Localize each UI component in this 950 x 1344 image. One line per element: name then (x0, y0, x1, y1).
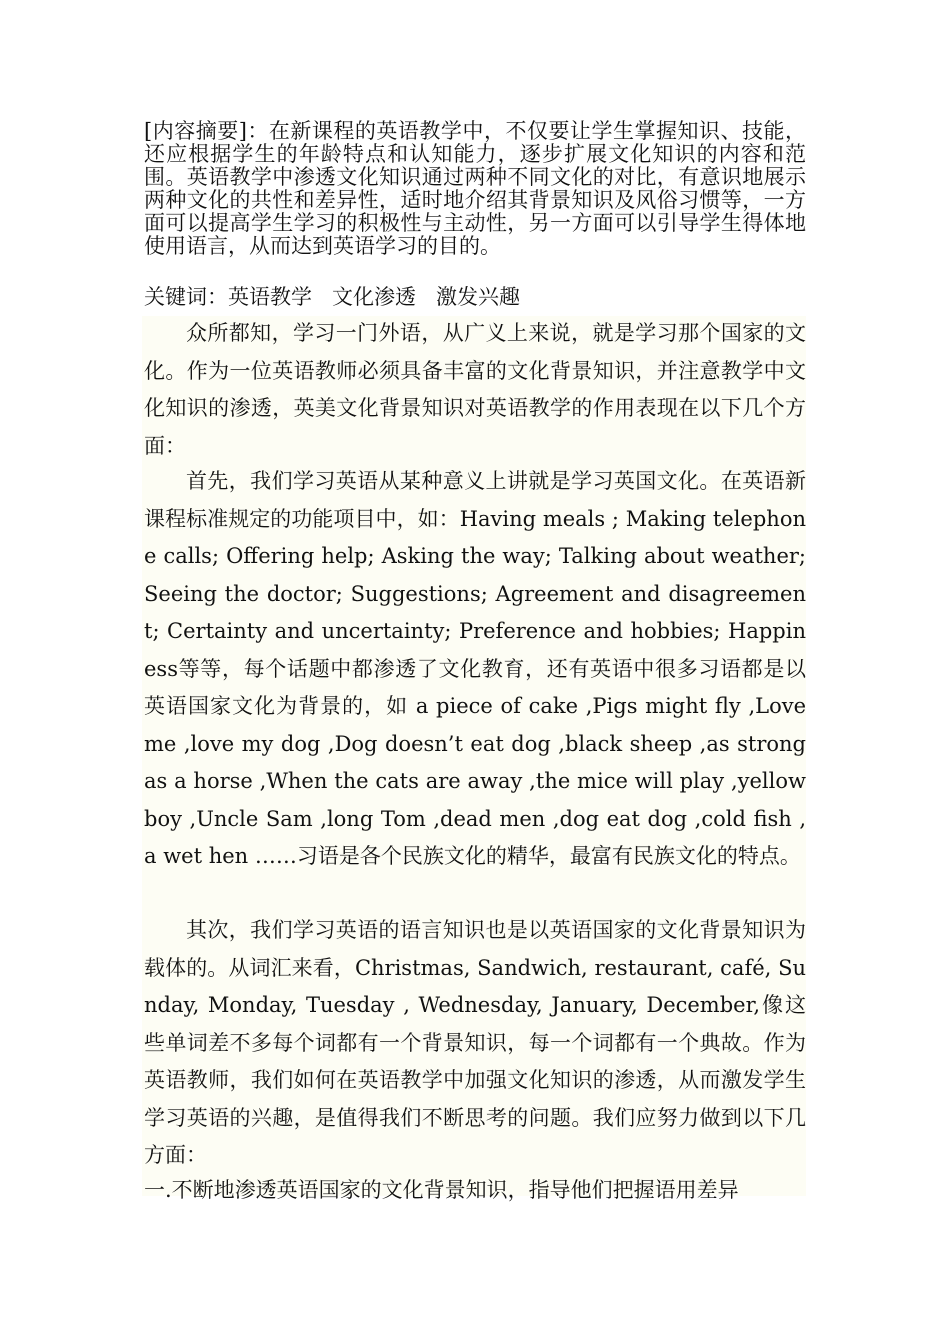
keywords-line: 关键词：英语教学 文化渗透 激发兴趣 (144, 285, 521, 309)
section-heading-1: 一.不断地渗透英语国家的文化背景知识，指导他们把握语用差异 (144, 1178, 739, 1202)
abstract-paragraph: [内容摘要]：在新课程的英语教学中，不仅要让学生掌握知识、技能，还应根据学生的年龄特点和认知能力，逐步扩展文化知识的内容和范围。英语教学中渗透文化知识通过两种不同文化的对比，有意识地展示两种文化的共性和差异性，适时地介绍其背景知识及风俗习惯等，一方面可以提高学生学习的积极性与主动性，另一方面可以引导学生得体地使用语言，从而达到英语学习的目的。 (144, 119, 806, 258)
body-paragraph-1: 众所都知，学习一门外语，从广义上来说，就是学习那个国家的文化。作为一位英语教师必须具备丰富的文化背景知识，并注意教学中文化知识的渗透，英美文化背景知识对英语教学的作用表现在以下几个方面： (144, 321, 806, 458)
body-paragraph-2: 首先，我们学习英语从某种意义上讲就是学习英国文化。在英语新课程标准规定的功能项目中，如：Having meals ; Making telephone calls; Offering help; Asking the way; Talking about weather; Seeing the doctor; Suggestions; Agreement and disagreement; Certainty and uncertainty; Preference and hobbies; Happiness等等，每个话题中都渗透了文化教育，还有英语中很多习语都是以英语国家文化为背景的，如 a piece of cake ,Pigs might fly ,Love me ,love my dog ,Dog doesn’t eat dog ,black sheep ,as strong as a horse ,When the cats are away ,the mice will play ,yellow boy ,Uncle Sam ,long Tom ,dead men ,dog eat dog ,cold fish , a wet hen ……习语是各个民族文化的精华，最富有民族文化的特点。 (144, 469, 806, 868)
body-paragraph-3: 其次，我们学习英语的语言知识也是以英语国家的文化背景知识为载体的。从词汇来看，Christmas, Sandwich, restaurant, café, Sunday, Monday, Tuesday , Wednesday, January, December,像这些单词差不多每个词都有一个背景知识，每一个词都有一个典故。作为英语教师，我们如何在英语教学中加强文化知识的渗透，从而激发学生学习英语的兴趣，是值得我们不断思考的问题。我们应努力做到以下几方面： (144, 918, 806, 1167)
